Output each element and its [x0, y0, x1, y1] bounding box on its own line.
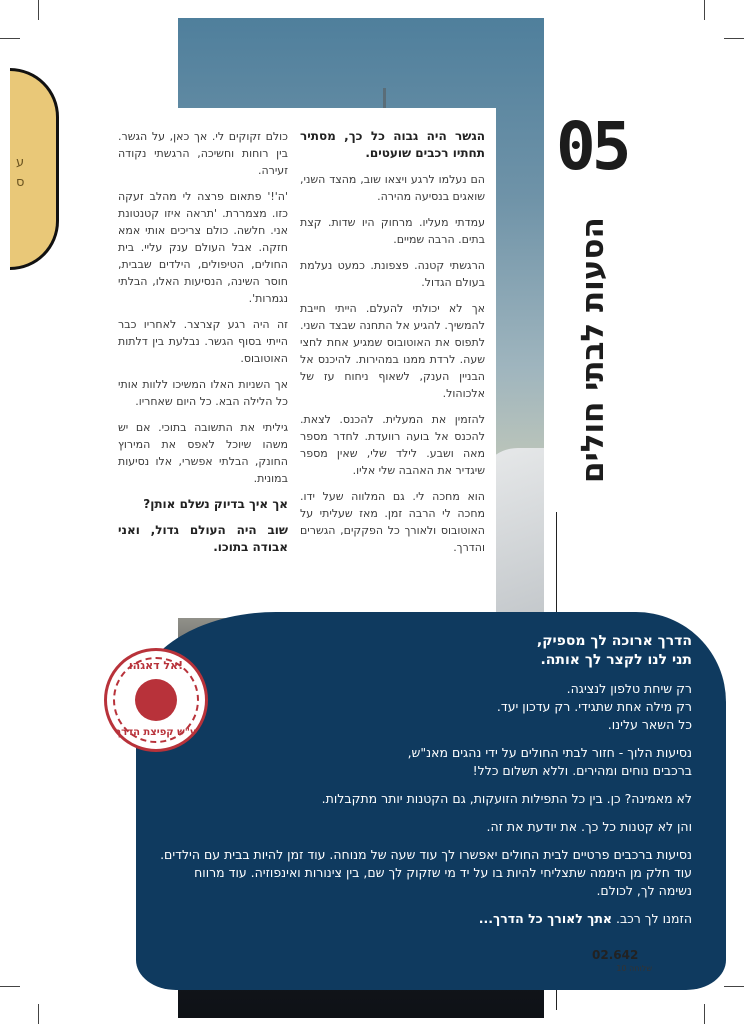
promo-tagline: אתך לאורך כל הדרך...: [478, 911, 612, 926]
paragraph: 'ה'!' פתאום פרצה לי מהלב זעקה כזו. מצמררת. 'תראה איזו קטנטונת אני. חלשה. כולם צריכים אותי אמא חזקה. אבל העולם ענק עליי. בית החולים, הטיפולים, הילדים שבבית, חוסר השינה, הנסיעות האלו, הבלתי נגמרות'.: [118, 190, 288, 305]
promo-heading: תני לנו לקצר לך אותה.: [540, 652, 692, 668]
badge-top-text: אל דאגהו!: [128, 659, 184, 672]
crop-mark: [704, 1004, 705, 1024]
paragraph: זה היה רגע קצרצר. לאחריו כבר הייתי בסוף הגשר. נבלעת בין דלתות האוטובוס.: [118, 318, 288, 365]
question-paragraph: אך איך בדיוק נשלם אותן?: [143, 497, 288, 511]
promo-text: [160, 632, 692, 938]
promo-paragraph: נסיעות ברכבים פרטיים לבית החולים יאפשרו לך עוד שעה של מנוחה. עוד זמן להיות בבית עם הילדים. עוד חלק מן היממה שתצליחי להיות בו על יד מי שזקוק לך שם, בין צינורות ואינפוזיה. עוד מרווח נשימה לך, לכולם.: [160, 847, 692, 898]
promo-line: ברכבים נוחים ומהירים. וללא תשלום כלל!: [472, 763, 692, 778]
paragraph: הוא מחכה לי. גם המלווה שעל ידו. מחכה לי הרבה זמן. מאז שעליתי על האוטובוס ולאורך כל הפקקים, הגשרים והדרך.: [300, 490, 485, 554]
promo-line: הזמנו לך רכב.: [615, 911, 692, 926]
promo-line: כל השאר עלינו.: [607, 717, 692, 732]
crop-mark: [724, 986, 744, 987]
section-number: 05: [556, 108, 628, 185]
promo-paragraph: לא מאמינה? כן. בין כל התפילות הזועקות, גם הקטנות יותר מתקבלות.: [321, 791, 692, 806]
paragraph: עמדתי מעליו. מרחוק היו שדות. קצת בתים. הרבה שמיים.: [300, 216, 485, 246]
promo-line: רק שיחת טלפון לנציגה.: [566, 681, 692, 696]
crop-mark: [0, 38, 20, 39]
phone-extension: שלוחה 10: [616, 964, 652, 973]
article-column-right: [300, 128, 485, 565]
paragraph: אך לא יכולתי להעלם. הייתי חייבת להמשיך. להגיע אל התחנה שבצד השני. לתפוס את האוטובוס שמגיע אחת לחצי שעה. לרדת ממנו במהירות. להיכנס אל הבניין הענק, לשאוף ניחוח עז של אלכוהול.: [300, 302, 485, 400]
paragraph: להזמין את המעלית. להכנס. לצאת. להכנס אל בועה רוועדת. לחדר מספר מאה ושבע. לילד שלי, שאין מספר שיגדיר את האהבה שלי אליו.: [300, 413, 485, 477]
crop-mark: [38, 1004, 39, 1024]
section-tab: [10, 68, 59, 270]
article-column-left: [118, 128, 288, 565]
badge-emblem: [135, 679, 177, 721]
promo-line: נסיעות הלוך - חזור לבתי החולים על ידי נהגים מאנ"ש,: [407, 745, 692, 760]
paragraph: גיליתי את התשובה בתוכי. אם יש משהו שיוכל לאפס את המירוץ החונק, הבלתי אפשרי, אלו נסיעות במונית.: [118, 421, 288, 485]
promo-paragraph: והן לא קטנות כל כך. את יודעת את זה.: [486, 819, 692, 834]
tab-letter: ס: [16, 175, 25, 190]
crop-mark: [724, 38, 744, 39]
promo-line: רק מילה אחת שתגידי. רק עדכון יעד.: [496, 699, 692, 714]
section-title: הסעות לבתי חולים: [575, 217, 611, 483]
crop-mark: [704, 0, 705, 20]
promo-heading: הדרך ארוכה לך מספיק,: [536, 633, 692, 649]
crop-mark: [0, 986, 20, 987]
lead-paragraph: הגשר היה גבוה כל כך, מסתיר תחתיו רכבים שועטים.: [300, 129, 485, 160]
crop-mark: [38, 0, 39, 20]
paragraph: אך השניות האלו המשיכו ללוות אותי כל הלילה הבא. כל היום שאחריו.: [118, 378, 288, 408]
paragraph: הם נעלמו לרגע ויצאו שוב, מהצד השני, שואגים בנסיעה מהירה.: [300, 173, 485, 203]
tab-letter: ע: [16, 155, 25, 170]
paragraph: הרגשתי קטנה. פצפונת. כמעט נעלמת בעולם הגדול.: [300, 259, 485, 289]
paragraph: כולם זקוקים לי. אך כאן, על הגשר. בין רוחות וחשיכה, הרגשתי נקודה זעירה.: [118, 130, 288, 177]
closing-paragraph: שוב היה העולם גדול, ואני אבודה בתוכו.: [118, 523, 288, 554]
badge-bottom-text: ע"ש קפיצת הדרך: [115, 727, 197, 738]
phone-number: 02.642: [592, 948, 639, 962]
logo-badge: [104, 648, 208, 752]
